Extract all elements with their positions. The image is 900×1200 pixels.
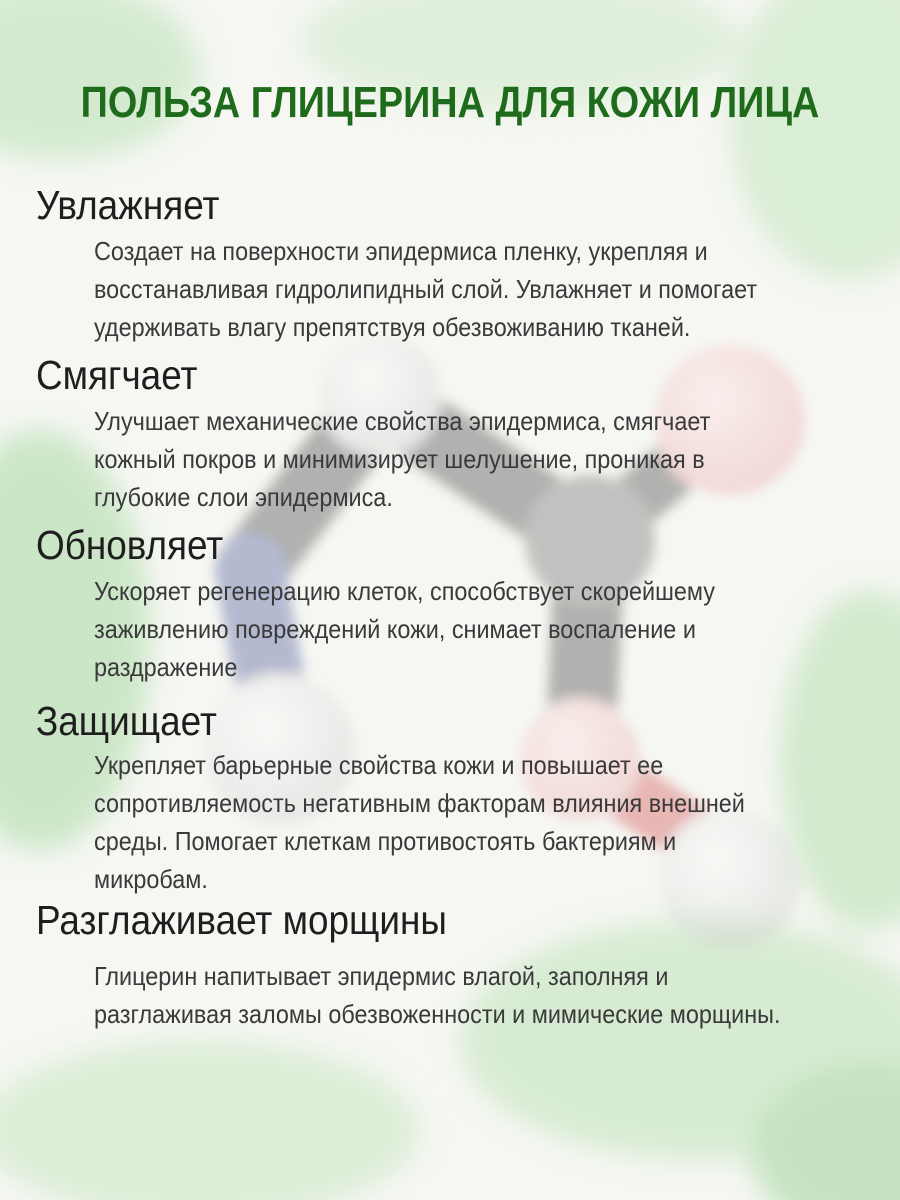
section-description <box>94 232 859 346</box>
description-line: Улучшает механические свойства эпидермиса, смягчает <box>94 406 711 436</box>
section-renews <box>36 522 886 686</box>
description-line: среды. Помогает клеткам противостоять бактериям и <box>94 826 677 856</box>
description-line: удерживать влагу препятствуя обезвоживанию тканей. <box>94 312 691 342</box>
section-heading: Увлажняет <box>36 182 220 228</box>
section-smooths-wrinkles <box>36 897 886 1033</box>
description-line: глубокие слои эпидермиса. <box>94 482 393 512</box>
description-line: микробам. <box>94 864 208 894</box>
section-description <box>94 746 859 898</box>
section-moisturizes <box>36 182 886 346</box>
description-line: раздражение <box>94 652 238 682</box>
section-heading: Разглаживает морщины <box>36 897 447 943</box>
description-line: Создает на поверхности эпидермиса пленку, укрепляя и <box>94 236 708 266</box>
section-heading: Смягчает <box>36 352 198 398</box>
description-line: сопротивляемость негативным факторам влияния внешней <box>94 788 745 818</box>
section-description <box>94 572 859 686</box>
section-heading: Обновляет <box>36 522 224 568</box>
description-line: восстанавливая гидролипидный слой. Увлажняет и помогает <box>94 274 758 304</box>
description-line: разглаживая заломы обезвоженности и мимические морщины. <box>94 999 781 1029</box>
section-description <box>94 957 859 1033</box>
description-line: Ускоряет регенерацию клеток, способствует скорейшему <box>94 576 715 606</box>
section-softens <box>36 352 886 516</box>
description-line: Глицерин напитывает эпидермис влагой, заполняя и <box>94 961 669 991</box>
page-title: ПОЛЬЗА ГЛИЦЕРИНА ДЛЯ КОЖИ ЛИЦА <box>80 78 820 127</box>
description-line: заживлению повреждений кожи, снимает воспаление и <box>94 614 696 644</box>
description-line: кожный покров и минимизирует шелушение, проникая в <box>94 444 705 474</box>
section-protects <box>36 698 886 898</box>
description-line: Укрепляет барьерные свойства кожи и повышает ее <box>94 750 664 780</box>
section-heading: Защищает <box>36 698 217 744</box>
section-description <box>94 402 859 516</box>
